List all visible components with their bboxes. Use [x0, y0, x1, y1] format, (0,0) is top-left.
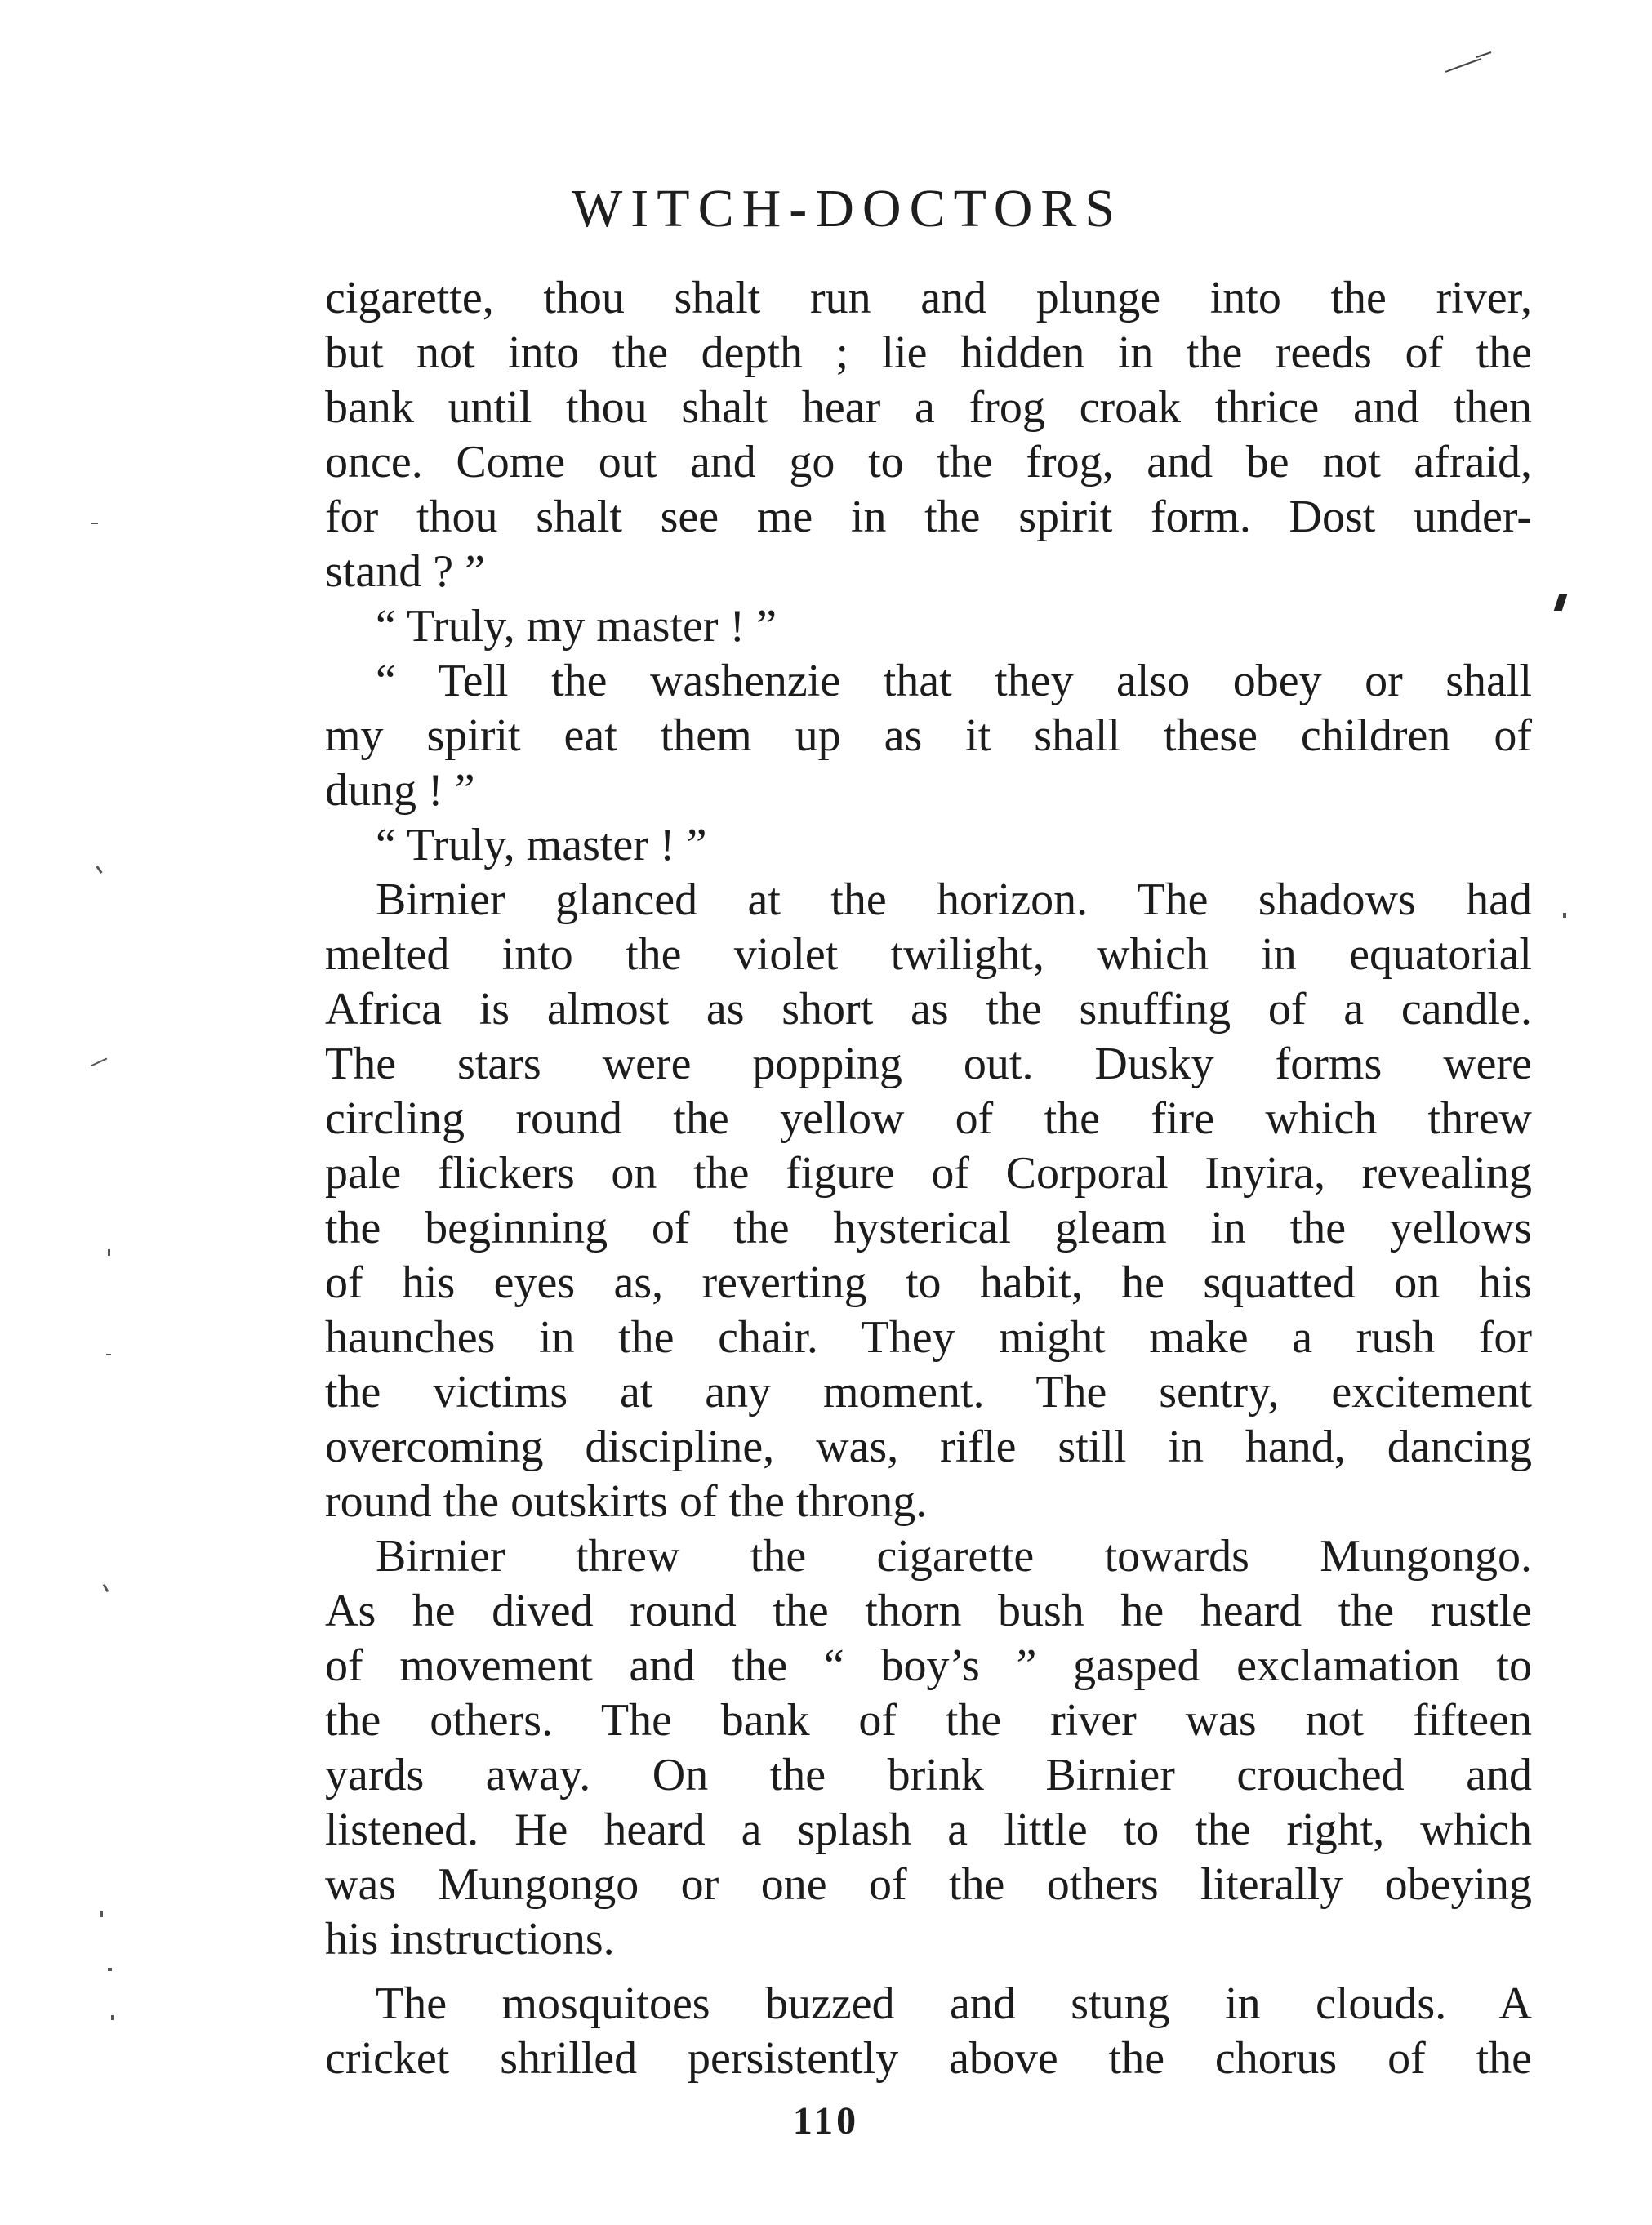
text-line: cricket shrilled persistently above the chorus of the [325, 2033, 1532, 2084]
text-line: Birnier glanced at the horizon. The shadows had [376, 874, 1532, 925]
text-line: dung ! ” [325, 765, 475, 816]
margin-speck-icon [100, 1911, 103, 1917]
text-line: “ Truly, master ! ” [376, 820, 707, 870]
text-line: his instructions. [325, 1914, 615, 1965]
text-line: yards away. On the brink Birnier crouched and [325, 1750, 1532, 1800]
text-line: haunches in the chair. They might make a rush for [325, 1312, 1532, 1363]
margin-mark-icon [1554, 594, 1567, 611]
text-line: pale flickers on the figure of Corporal Inyira, revealing [325, 1148, 1532, 1199]
margin-flourish-icon [1444, 51, 1494, 75]
text-line: cigarette, thou shalt run and plunge into the river, [325, 273, 1532, 323]
text-line: my spirit eat them up as it shall these children of [325, 710, 1532, 761]
margin-speck-icon [106, 1354, 111, 1355]
text-line: the beginning of the hysterical gleam in the yellows [325, 1203, 1532, 1253]
running-title: WITCH-DOCTORS [572, 179, 1124, 238]
text-line: The stars were popping out. Dusky forms were [325, 1039, 1532, 1089]
text-line: The mosquitoes buzzed and stung in clouds. A [376, 1978, 1532, 2029]
text-line: for thou shalt see me in the spirit form. Dost under- [325, 492, 1532, 542]
margin-speck-icon [108, 1249, 110, 1256]
body-text [325, 271, 1532, 2086]
text-line: overcoming discipline, was, rifle still in hand, dancing [325, 1422, 1532, 1472]
text-line: of his eyes as, reverting to habit, he squatted on his [325, 1257, 1532, 1308]
text-line: the others. The bank of the river was not fifteen [325, 1695, 1532, 1746]
text-line: of movement and the “ boy’s ” gasped exclamation to [325, 1640, 1532, 1691]
margin-speck-icon [91, 523, 98, 524]
text-line: circling round the yellow of the fire which threw [325, 1093, 1532, 1144]
text-line: listened. He heard a splash a little to the right, which [325, 1804, 1532, 1855]
text-line: once. Come out and go to the frog, and be not afraid, [325, 437, 1532, 487]
text-line: bank until thou shalt hear a frog croak thrice and then [325, 382, 1532, 433]
text-line: Africa is almost as short as the snuffing of a candle. [325, 984, 1532, 1035]
margin-speck-icon [91, 1057, 108, 1066]
text-line: round the outskirts of the throng. [325, 1476, 928, 1527]
text-line: the victims at any moment. The sentry, excitement [325, 1367, 1532, 1417]
text-line: Birnier threw the cigarette towards Mungongo. [376, 1531, 1532, 1582]
margin-speck-icon [111, 2015, 114, 2020]
text-line: “ Truly, my master ! ” [376, 601, 777, 652]
paragraph-gap [325, 1967, 1532, 1977]
margin-speck-icon [108, 1968, 112, 1971]
text-line: but not into the depth ; lie hidden in the reeds of the [325, 327, 1532, 378]
page-number: 110 [792, 2099, 860, 2143]
text-line: stand ? ” [325, 546, 485, 597]
margin-speck-icon [96, 866, 102, 874]
text-line: As he dived round the thorn bush he heard the rustle [325, 1586, 1532, 1636]
text-line: “ Tell the washenzie that they also obey or shall [376, 656, 1532, 706]
text-line: melted into the violet twilight, which in equatorial [325, 929, 1532, 980]
margin-speck-icon [1563, 913, 1566, 918]
margin-speck-icon [103, 1584, 109, 1592]
text-line: was Mungongo or one of the others literally obeying [325, 1859, 1532, 1910]
